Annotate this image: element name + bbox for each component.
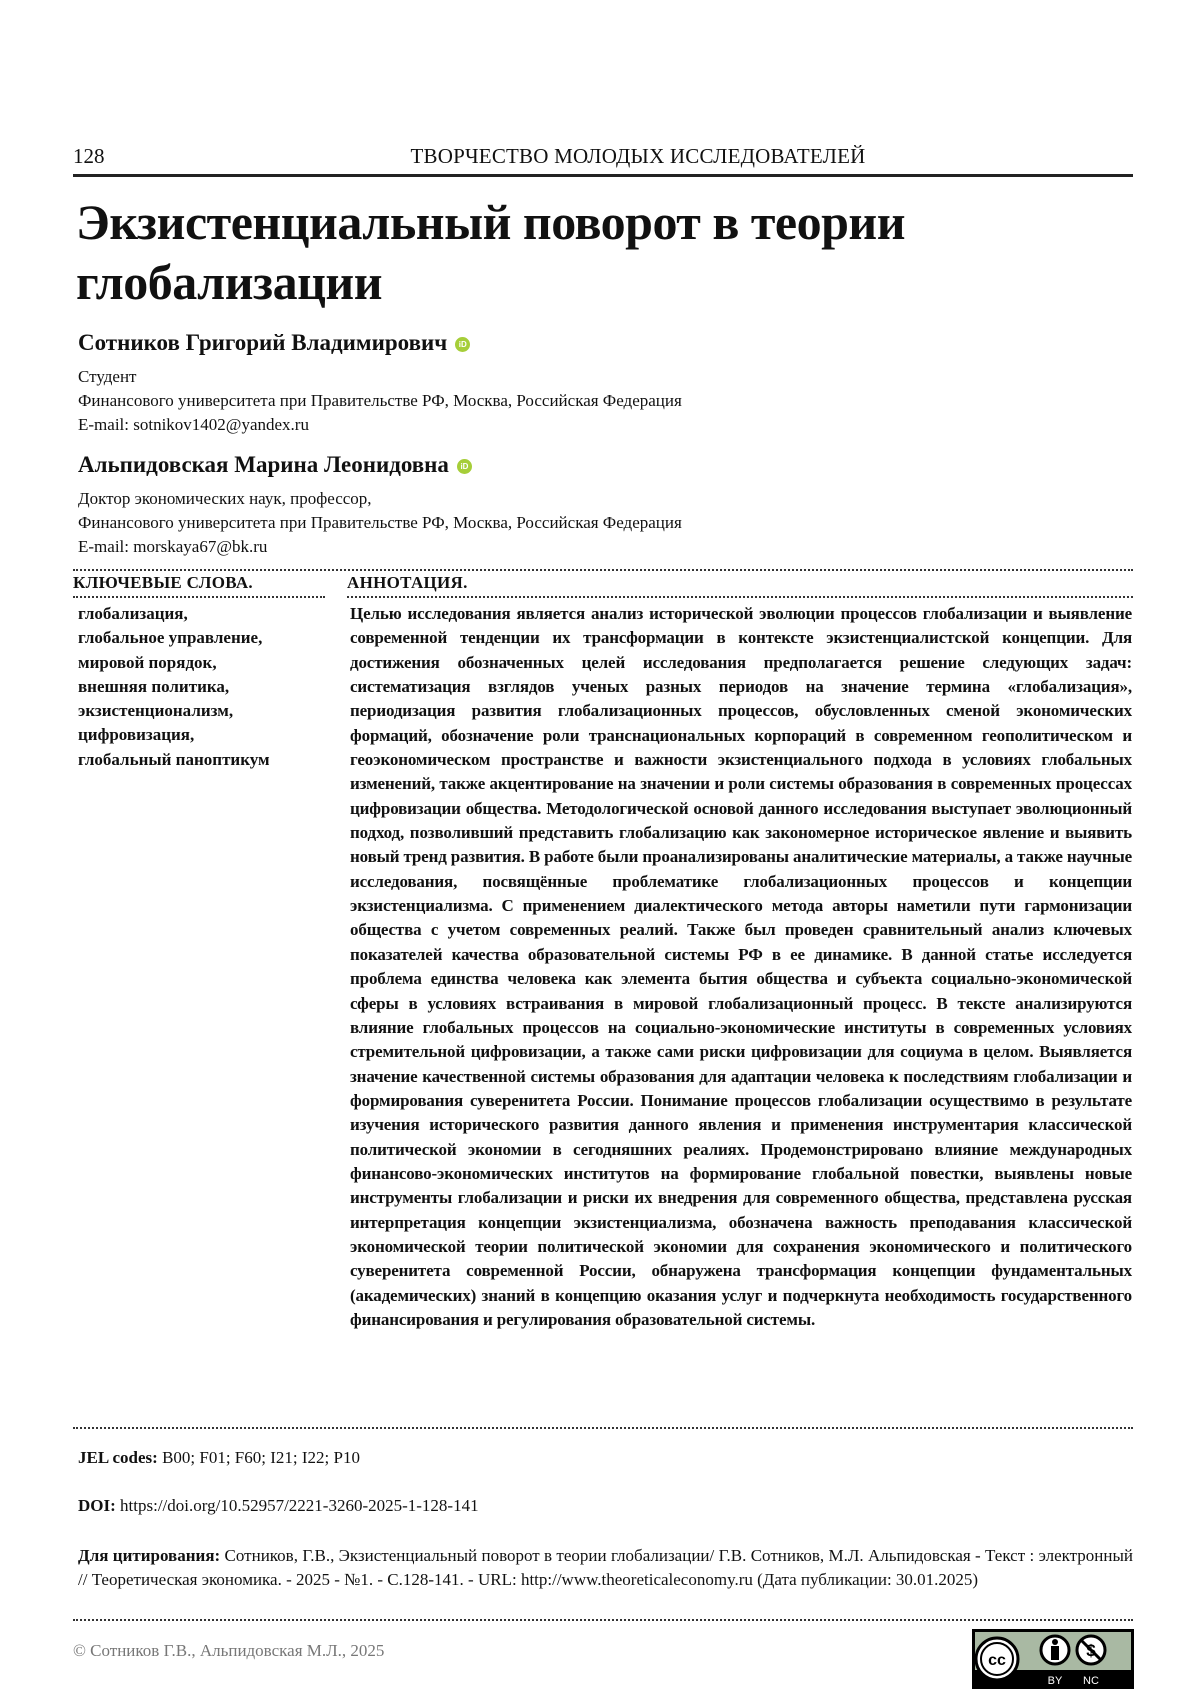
author-block (78, 330, 682, 437)
jel-label: JEL codes: (78, 1448, 158, 1467)
doi-label: DOI: (78, 1496, 116, 1515)
page-number: 128 (73, 144, 105, 169)
author-email[interactable]: E-mail: sotnikov1402@yandex.ru (78, 413, 682, 437)
keywords-list (78, 602, 270, 772)
author-position: Доктор экономических наук, профессор, (78, 487, 682, 511)
author-name-text: Альпидовская Марина Леонидовна (78, 452, 449, 477)
doi-link[interactable]: https://doi.org/10.52957/2221-3260-2025-1-128-141 (120, 1496, 479, 1515)
keyword: мировой порядок, (78, 651, 270, 675)
author-email[interactable]: E-mail: morskaya67@bk.ru (78, 535, 682, 559)
jel-codes (78, 1448, 360, 1468)
keywords-heading: КЛЮЧЕВЫЕ СЛОВА. (73, 573, 253, 593)
author-position: Студент (78, 365, 682, 389)
copyright: © Сотников Г.В., Альпидовская М.Л., 2025 (73, 1641, 384, 1661)
abstract-heading: АННОТАЦИЯ. (347, 573, 468, 593)
keyword: глобализация, (78, 602, 270, 626)
article-title (76, 192, 1136, 312)
section-title: ТВОРЧЕСТВО МОЛОДЫХ ИССЛЕДОВАТЕЛЕЙ (73, 144, 1133, 169)
nc-text: NC (1083, 1675, 1099, 1687)
citation-label: Для цитирования: (78, 1546, 220, 1565)
author-block (78, 452, 682, 559)
cc-by-nc-license-badge[interactable] (972, 1629, 1134, 1689)
author-name (78, 330, 682, 356)
cc-license-icon (973, 1630, 1133, 1688)
by-text: BY (1048, 1675, 1063, 1687)
keyword: цифровизация, (78, 723, 270, 747)
citation (78, 1544, 1133, 1592)
divider (73, 569, 1133, 571)
divider (73, 596, 325, 598)
cc-text: cc (988, 1652, 1006, 1669)
divider (73, 1427, 1133, 1429)
author-name (78, 452, 682, 478)
orcid-icon[interactable]: iD (457, 459, 472, 474)
title-line: глобализации (76, 252, 1136, 312)
jel-value: B00; F01; F60; I21; I22; P10 (162, 1448, 360, 1467)
author-affiliation: Финансового университета при Правительстве РФ, Москва, Российская Федерация (78, 511, 682, 535)
keyword: внешняя политика, (78, 675, 270, 699)
keyword: глобальный паноптикум (78, 748, 270, 772)
citation-text: Сотников, Г.В., Экзистенциальный поворот в теории глобализации/ Г.В. Сотников, М.Л. Альпидовская - Текст : электронный // Теоретическая экономика. - 2025 - №1. - С.128-141. - URL: http://www.theoreticaleconomy.ru (Дата публикации: 30.01.2025) (78, 1546, 1133, 1589)
divider (73, 1619, 1133, 1621)
running-header (73, 140, 1133, 177)
keyword: экзистенционализм, (78, 699, 270, 723)
author-name-text: Сотников Григорий Владимирович (78, 330, 447, 355)
doi (78, 1496, 479, 1516)
orcid-icon[interactable]: iD (455, 337, 470, 352)
abstract-text: Целью исследования является анализ исторической эволюции процессов глобализации и выявление современной тенденции их трансформации в контексте экзистенциалистской концепции. Для достижения обозначенных целей исследования предполагается решение следующих задач: систематизация взглядов ученых разных периодов на значение термина «глобализация», периодизация развития глобализационных процессов, обусловленных сменой экономических формаций, обозначение роли транснациональных корпораций в современном геополитическом и геоэкономическом пространстве и важности экзистенциального подхода в условиях глобальных изменений, также акцентирование на значении и роли системы образования в современных процессах цифровизации общества. Методологической основой данного исследования выступает эволюционный подход, позволивший представить глобализацию как закономерное историческое явление и выявить новый тренд развития. В работе были проанализированы аналитические материалы, а также научные исследования, посвящённые проблематике глобализационных процессов и концепции экзистенциализма. С применением диалектического метода авторы наметили пути гармонизации общества с учетом современных реалий. Также был проведен сравнительный анализ ключевых показателей качества образовательной системы РФ в ее динамике. В данной статье исследуется проблема единства человека как элемента бытия общества и субъекта социально-экономической сферы в условиях встраивания в мировой глобализационный процесс. В тексте анализируются влияние глобальных процессов на социально-экономические институты в современных условиях стремительной цифровизации, а также сами риски цифровизации для социума в целом. Выявляется значение качественной системы образования для адаптации человека к последствиям глобализации и формирования суверенитета России. Понимание процессов глобализации осуществимо в результате изучения исторического развития данного явления и применения инструментария классической политической экономии в сегодняшних реалиях. Продемонстрировано влияние международных финансово-экономических институтов на формирование глобальной повестки, выявлены новые инструменты глобализации и риски их внедрения для современного общества, представлена русская интерпретация концепции экзистенциализма, обозначена важность преподавания классической экономической теории политической экономии для сохранения экономического и политического суверенитета современной России, обнаружена трансформация концепции фундаментальных (академических) знаний в концепцию оказания услуг и подчеркнута необходимость государственного финансирования и регулирования образовательной системы. (350, 602, 1132, 1332)
divider (347, 596, 1133, 598)
title-line: Экзистенциальный поворот в теории (76, 192, 1136, 252)
author-affiliation: Финансового университета при Правительстве РФ, Москва, Российская Федерация (78, 389, 682, 413)
keyword: глобальное управление, (78, 626, 270, 650)
